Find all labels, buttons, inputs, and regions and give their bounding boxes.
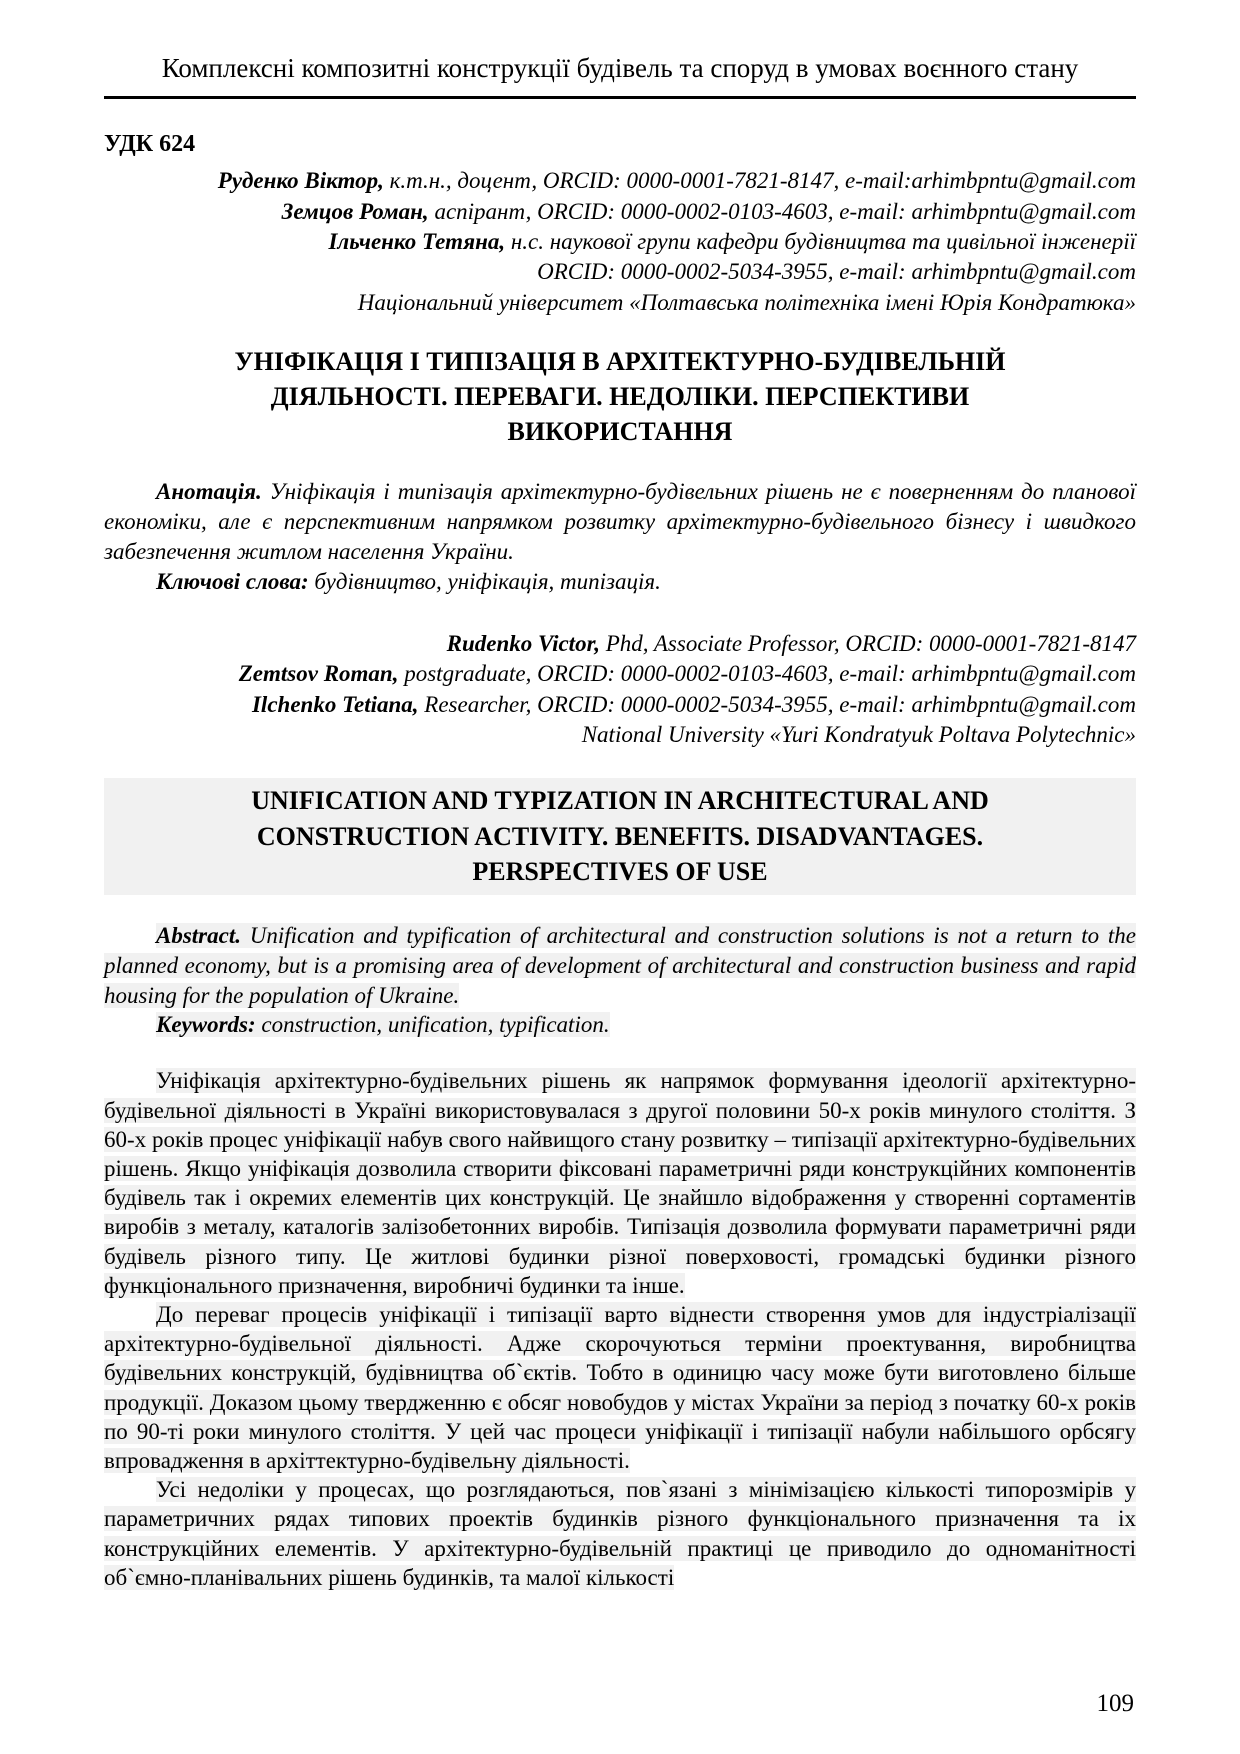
keywords-ua-label: Ключові слова: [156, 569, 309, 595]
author-info: postgraduate, ORCID: 0000-0002-0103-4603, e-mail: arhimbpntu@gmail.com [398, 661, 1136, 687]
running-header [104, 52, 1136, 99]
paragraph-text: Уніфікація архітектурно-будівельних рішень як напрямок формування ідеології архітектурно-будівельної діяльності в Україні використовувалася з другої половини 50-х років минулого століття. З 60-х років процес уніфікації набув свого найвищого стану розвитку – типізації архітектурно-будівельних рішень. Якщо уніфікація дозволила створити фіксовані параметричні ряди конструкційних компонентів будівель так і окремих елементів цих конструкцій. Це знайшло відображення у створенні сортаментів виробів з металу, каталогів залізобетонних виробів. Типізація дозволила формувати параметричні ряди будівель різного типу. Це житлові будинки різної поверховості, громадські будинки різного функціонального призначення, виробничі будинки та інше. [104, 1068, 1136, 1298]
abstract-ua-block [104, 477, 1136, 597]
page-number: 109 [1096, 1690, 1134, 1717]
author-info: Researcher, ORCID: 0000-0002-5034-3955, e-mail: arhimbpntu@gmail.com [418, 691, 1136, 717]
author-name: Ilchenko Tetiana, [251, 691, 419, 717]
author-line [104, 690, 1136, 720]
author-line [104, 659, 1136, 689]
abstract-en-text: Unification and typification of architectural and construction solutions is not a return to the planned economy, but is a promising area of development of architectural and construction business and rapid housing for the population of Ukraine. [104, 922, 1136, 1008]
abstract-ua-paragraph [104, 477, 1136, 567]
header-rule [104, 96, 1136, 99]
author-name: Руденко Віктор, [217, 168, 384, 194]
author-line [104, 257, 1136, 287]
keywords-ua-paragraph [104, 567, 1136, 597]
author-info: National University «Yuri Kondratyuk Poltava Polytechnic» [581, 722, 1136, 748]
abstract-ua-label: Анотація. [156, 479, 262, 505]
author-info: Phd, Associate Professor, ORCID: 0000-0001-7821-8147 [600, 631, 1136, 657]
udc-code: УДК 624 [104, 131, 196, 158]
author-info: к.т.н., доцент, ORCID: 0000-0001-7821-8147, e-mail:arhimbpntu@gmail.com [383, 168, 1136, 194]
author-info: Національний університет «Полтавська політехніка імені Юрія Кондратюка» [357, 289, 1136, 315]
body-paragraph [104, 1066, 1136, 1300]
keywords-en-highlight [156, 1012, 610, 1037]
article-title-en-text: UNIFICATION AND TYPIZATION IN ARCHITECTURAL AND CONSTRUCTION ACTIVITY. BENEFITS. DISADVANTAGES. PERSPECTIVES OF USE [251, 786, 989, 886]
author-info: н.с. наукової групи кафедри будівництва та цивільної інженерії [505, 229, 1136, 255]
paragraph-text: Усі недоліки у процесах, що розглядаються, пов`язані з мінімізацією кількості типорозмірів у параметричних рядах типових проектів будинків різного функціонального призначення та іх конструкційних елементів. У архітектурно-будівельній практиці це приводило до одноманітності об`ємно-планівальних рішень будинків, та малої кількості [104, 1477, 1136, 1590]
author-line [104, 629, 1136, 659]
authors-ua-block [104, 166, 1136, 318]
authors-en-block [104, 629, 1136, 750]
author-name: Zemtsov Roman, [238, 661, 399, 687]
abstract-ua-text: Уніфікація і типізація архітектурно-будівельних рішень не є поверненням до планової економіки, але є перспективним напрямком розвитку архітектурно-будівельного бізнесу і швидкого забезпечення житлом населення України. [104, 479, 1136, 565]
abstract-en-highlight [104, 923, 1136, 1008]
author-line [104, 720, 1136, 750]
abstract-en-label: Abstract. [156, 922, 241, 948]
author-line [104, 227, 1136, 257]
author-line [104, 197, 1136, 227]
body-paragraph [104, 1300, 1136, 1475]
abstract-en-paragraph [104, 921, 1136, 1011]
keywords-en-paragraph [104, 1010, 1136, 1040]
article-title-en [104, 778, 1136, 894]
article-title-ua [104, 344, 1136, 449]
author-name: Земцов Роман, [281, 198, 429, 224]
author-info: ORCID: 0000-0002-5034-3955, e-mail: arhimbpntu@gmail.com [537, 259, 1136, 285]
paragraph-text: До переваг процесів уніфікації і типізації варто віднести створення умов для індустріалізації архітектурно-будівельної діяльності. Адже скорочуються терміни проектування, виробництва будівельних конструкцій, будівництва об`єктів. Тобто в одиницю часу може бути виготовлено більше продукції. Доказом цьому твердженню є обсяг новобудов у містах України за період з початку 60-х років по 90-ті роки минулого століття. У цей час процеси уніфікації і типізації набули набільшого орбсягу впровадження в архіттектурно-будівельну діяльності. [104, 1301, 1136, 1473]
author-info: аспірант, ORCID: 0000-0002-0103-4603, e-mail: arhimbpntu@gmail.com [428, 198, 1136, 224]
body-paragraph [104, 1475, 1136, 1592]
abstract-en-block [104, 921, 1136, 1041]
article-title-ua-text: УНІФІКАЦІЯ І ТИПІЗАЦІЯ В АРХІТЕКТУРНО-БУДІВЕЛЬНІЙ ДІЯЛЬНОСТІ. ПЕРЕВАГИ. НЕДОЛІКИ. ПЕРСПЕКТИВИ ВИКОРИСТАННЯ [234, 347, 1006, 447]
author-name: Rudenko Victor, [446, 631, 600, 657]
keywords-en-label: Keywords: [156, 1012, 256, 1038]
running-title: Комплексні композитні конструкції будівель та споруд в умовах воєнного стану [161, 53, 1079, 83]
author-line [104, 288, 1136, 318]
author-name: Ільченко Тетяна, [328, 229, 506, 255]
keywords-ua-text: будівництво, уніфікація, типізація. [308, 569, 661, 595]
author-line [104, 166, 1136, 196]
article-body [104, 1066, 1136, 1592]
keywords-en-text: construction, unification, typification. [255, 1012, 610, 1038]
